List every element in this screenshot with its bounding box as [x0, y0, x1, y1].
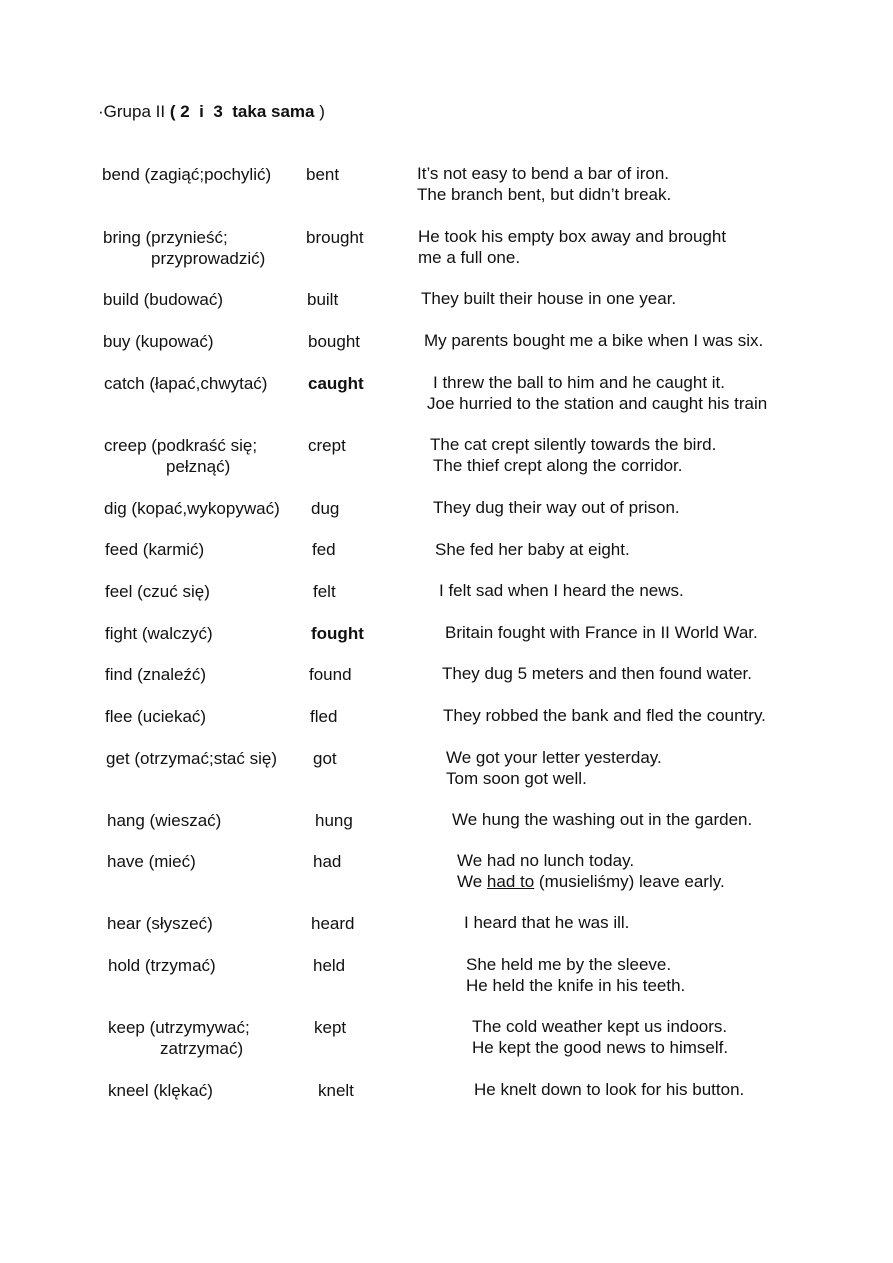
example-line: He kept the good news to himself. [472, 1038, 729, 1057]
example-line: The branch bent, but didn’t break. [417, 185, 672, 204]
verb-text: bring (przynieść; [103, 228, 228, 247]
verb-cell [102, 164, 271, 185]
verb-text: flee (uciekać) [105, 707, 207, 726]
verb-cell [105, 623, 213, 644]
verb-cell [107, 851, 196, 872]
example-line: The cold weather kept us indoors. [472, 1017, 728, 1036]
verb-cell [108, 1017, 250, 1059]
example-line: He took his empty box away and brought [418, 227, 727, 246]
example-line: We had no lunch today. [457, 851, 635, 870]
verb-text: get (otrzymać;stać się) [106, 749, 277, 768]
example-line: They robbed the bank and fled the country. [443, 706, 766, 725]
title-open-paren: ( [169, 102, 181, 121]
example-cell [457, 850, 725, 892]
verb-text: buy (kupować) [103, 332, 214, 351]
verb-cell [103, 227, 265, 269]
title-number-3: 3 [213, 102, 223, 121]
example-cell [430, 434, 716, 476]
example-cell [466, 954, 685, 996]
example-line: She held me by the sleeve. [466, 955, 672, 974]
verb-text: bend (zagiąć;pochylić) [102, 165, 272, 184]
example-line: They dug 5 meters and then found water. [442, 664, 752, 683]
past-form: knelt [318, 1081, 354, 1100]
verb-text: hold (trzymać) [108, 956, 216, 975]
example-line-modal [457, 871, 725, 892]
example-cell [418, 226, 726, 268]
verb-cell [107, 810, 221, 831]
example-line: me a full one. [418, 248, 521, 267]
example-line: We hung the washing out in the garden. [452, 810, 753, 829]
past-form: fed [312, 540, 336, 559]
past-form: got [313, 749, 337, 768]
verb-text: find (znaleźć) [105, 665, 207, 684]
example-cell [442, 663, 752, 684]
title-prefix: ·Grupa II [98, 102, 166, 121]
page-title [98, 101, 325, 122]
verb-text: feed (karmić) [105, 540, 205, 559]
example-cell [474, 1079, 744, 1100]
verb-text: przyprowadzić) [151, 249, 266, 268]
example-cell [472, 1016, 728, 1058]
past-form: caught [308, 374, 364, 393]
title-number-2: 2 [180, 102, 190, 121]
example-line: It’s not easy to bend a bar of iron. [417, 164, 670, 183]
example-cell [446, 747, 662, 789]
past-form: fought [311, 624, 364, 643]
verb-cell [107, 913, 213, 934]
verb-cell [104, 373, 267, 394]
past-form: bought [308, 332, 360, 351]
example-line: The thief crept along the corridor. [433, 456, 683, 475]
verb-cell [108, 1080, 213, 1101]
example-line: Joe hurried to the station and caught his train [427, 394, 768, 413]
example-text: We [457, 872, 487, 891]
past-form: heard [311, 914, 355, 933]
past-form: kept [314, 1018, 347, 1037]
verb-cell [103, 331, 214, 352]
verb-cell [106, 748, 277, 769]
verb-cell [105, 581, 210, 602]
verb-text: build (budować) [103, 290, 224, 309]
example-line: He held the knife in his teeth. [466, 976, 686, 995]
verb-text: dig (kopać,wykopywać) [104, 499, 280, 518]
example-line: We got your letter yesterday. [446, 748, 662, 767]
verb-text: zatrzymać) [160, 1039, 244, 1058]
example-line: The cat crept silently towards the bird. [430, 435, 717, 454]
title-close-paren: ) [314, 102, 325, 121]
underlined-phrase: had to [486, 872, 535, 891]
verb-text: kneel (klękać) [108, 1081, 213, 1100]
past-form: found [309, 665, 352, 684]
example-line: Tom soon got well. [446, 769, 587, 788]
past-form: felt [313, 582, 336, 601]
example-line: She fed her baby at eight. [435, 540, 630, 559]
past-form: built [307, 290, 339, 309]
example-cell [433, 497, 680, 518]
verb-text: feel (czuć się) [105, 582, 210, 601]
example-text: (musieliśmy) leave early. [534, 872, 725, 891]
verb-cell [104, 435, 257, 477]
verb-text: have (mieć) [107, 852, 196, 871]
verb-cell [104, 498, 280, 519]
example-line: They dug their way out of prison. [433, 498, 680, 517]
example-cell [452, 809, 752, 830]
example-line: Britain fought with France in II World War. [445, 623, 758, 642]
past-form: crept [308, 436, 346, 455]
past-form: had [313, 852, 342, 871]
example-cell [427, 372, 767, 414]
past-form: fled [310, 707, 338, 726]
example-line: I felt sad when I heard the news. [439, 581, 684, 600]
example-cell [445, 622, 758, 643]
verb-cell [105, 706, 206, 727]
past-form: brought [306, 228, 364, 247]
example-cell [443, 705, 766, 726]
example-cell [464, 912, 629, 933]
example-cell [417, 163, 671, 205]
verb-text: keep (utrzymywać; [108, 1018, 250, 1037]
example-line: My parents bought me a bike when I was six. [424, 331, 764, 350]
past-form: bent [306, 165, 340, 184]
past-form: hung [315, 811, 353, 830]
example-line: I threw the ball to him and he caught it. [433, 373, 726, 392]
example-line: They built their house in one year. [421, 289, 677, 308]
title-words: taka sama [232, 102, 315, 121]
verb-cell [108, 955, 216, 976]
example-line: I heard that he was ill. [464, 913, 630, 932]
verb-text: creep (podkraść się; [104, 436, 258, 455]
past-form: held [313, 956, 346, 975]
example-cell [439, 580, 684, 601]
title-conjunction: i [199, 102, 204, 121]
verb-text: catch (łapać,chwytać) [104, 374, 268, 393]
example-cell [424, 330, 763, 351]
verb-text: hear (słyszeć) [107, 914, 213, 933]
verb-cell [105, 539, 204, 560]
example-line: He knelt down to look for his button. [474, 1080, 745, 1099]
verb-text: fight (walczyć) [105, 624, 213, 643]
verb-text: pełznąć) [166, 457, 231, 476]
verb-cell [105, 664, 206, 685]
example-cell [435, 539, 630, 560]
verb-text: hang (wieszać) [107, 811, 222, 830]
verb-cell [103, 289, 223, 310]
past-form: dug [311, 499, 340, 518]
example-cell [421, 288, 676, 309]
